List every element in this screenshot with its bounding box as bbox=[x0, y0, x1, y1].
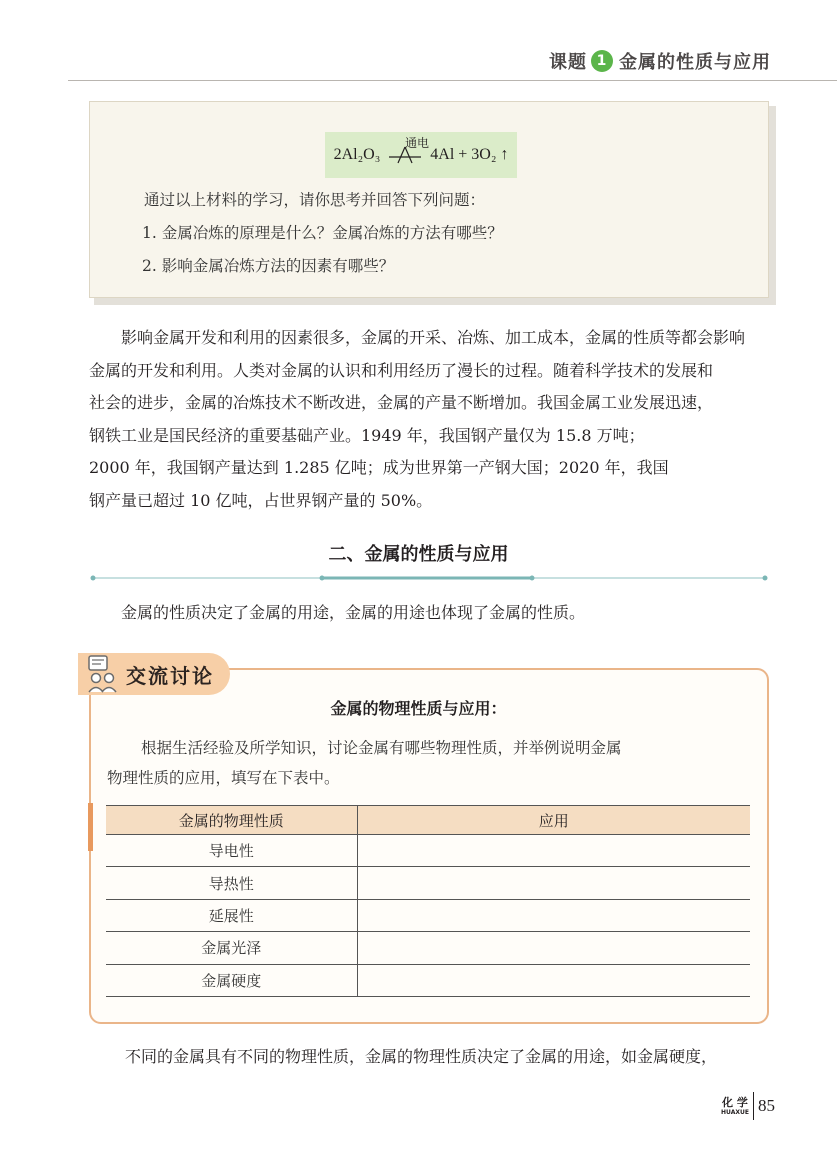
table-cell-application[interactable] bbox=[357, 899, 750, 931]
discussion-line-2: 物理性质的应用，填写在下表中。 bbox=[107, 769, 340, 787]
people-discuss-icon bbox=[87, 654, 119, 694]
table-cell-property: 金属硬度 bbox=[106, 964, 357, 996]
header-title: 金属的性质与应用 bbox=[619, 52, 771, 73]
page-number: 85 bbox=[757, 1096, 775, 1115]
equation-right: 4Al + 3O₂ ↑ bbox=[430, 146, 509, 163]
section-divider bbox=[90, 575, 768, 581]
discussion-title: 金属的物理性质与应用： bbox=[330, 699, 507, 718]
discussion-label: 交流讨论 bbox=[126, 664, 214, 688]
subject-mark bbox=[721, 1097, 749, 1116]
side-accent-bar bbox=[88, 803, 93, 851]
table-row bbox=[106, 964, 750, 996]
table-header-property: 金属的物理性质 bbox=[106, 806, 357, 835]
table-row bbox=[106, 899, 750, 931]
footer-divider bbox=[753, 1092, 754, 1120]
box-intro-line: 通过以上材料的学习，请你思考并回答下列问题： bbox=[144, 191, 486, 209]
material-box bbox=[89, 101, 769, 298]
paragraph-line: 影响金属开发和利用的因素很多，金属的开采、冶炼、加工成本，金属的性质等都会影响 bbox=[121, 328, 746, 347]
page-header bbox=[549, 44, 771, 78]
discussion-line-1: 根据生活经验及所学知识，讨论金属有哪些物理性质，并举例说明金属 bbox=[141, 739, 622, 757]
table-cell-application[interactable] bbox=[357, 964, 750, 996]
section-title: 二、金属的性质与应用 bbox=[328, 544, 509, 565]
box-question-1: 1. 金属冶炼的原理是什么？金属冶炼的方法有哪些？ bbox=[142, 224, 503, 242]
paragraph-line: 社会的进步，金属的冶炼技术不断改进，金属的产量不断增加。我国金属工业发展迅速， bbox=[89, 393, 714, 413]
paragraph-line: 金属的开发和利用。人类对金属的认识和利用经历了漫长的过程。随着科学技术的发展和 bbox=[89, 360, 714, 380]
equation-block bbox=[325, 132, 517, 178]
table-row bbox=[106, 932, 750, 964]
table-cell-property: 导电性 bbox=[106, 835, 357, 867]
table-cell-application[interactable] bbox=[357, 932, 750, 964]
equation-condition: 通电 bbox=[405, 136, 430, 150]
subject-cn: 化 学 bbox=[722, 1095, 748, 1109]
paragraph-properties bbox=[89, 597, 769, 630]
paragraph-line: 钢产量已超过 10 亿吨，占世界钢产量的 50%。 bbox=[89, 490, 433, 510]
table-cell-application[interactable] bbox=[357, 835, 750, 867]
table-row bbox=[106, 835, 750, 867]
header-prefix: 课题 bbox=[549, 52, 587, 73]
properties-table bbox=[106, 805, 750, 997]
paragraph-line: 钢铁工业是国民经济的重要基础产业。1949 年，我国钢产量仅为 15.8 万吨； bbox=[89, 425, 645, 445]
paragraph-line: 2000 年，我国钢产量达到 1.285 亿吨；成为世界第一产钢大国；2020 年，我国 bbox=[89, 458, 669, 478]
equation-left: 2Al₂O₃ bbox=[333, 146, 381, 163]
table-header-row bbox=[106, 806, 750, 835]
header-number-badge: 1 bbox=[591, 50, 613, 72]
page-footer bbox=[721, 1092, 775, 1120]
bottom-paragraph-line: 不同的金属具有不同的物理性质，金属的物理性质决定了金属的用途，如金属硬度， bbox=[125, 1047, 718, 1066]
paragraph-line: 金属的性质决定了金属的用途，金属的用途也体现了金属的性质。 bbox=[121, 603, 586, 622]
table-cell-property: 延展性 bbox=[106, 899, 357, 931]
box-question-2: 2. 影响金属冶炼方法的因素有哪些？ bbox=[142, 257, 395, 275]
table-header-application: 应用 bbox=[357, 806, 750, 835]
paragraph-metal-industry bbox=[89, 322, 769, 518]
header-rule bbox=[68, 80, 837, 81]
table-row bbox=[106, 867, 750, 899]
table-cell-property: 金属光泽 bbox=[106, 932, 357, 964]
table-cell-property: 导热性 bbox=[106, 867, 357, 899]
subject-en: HUAXUE bbox=[721, 1108, 749, 1116]
table-cell-application[interactable] bbox=[357, 867, 750, 899]
